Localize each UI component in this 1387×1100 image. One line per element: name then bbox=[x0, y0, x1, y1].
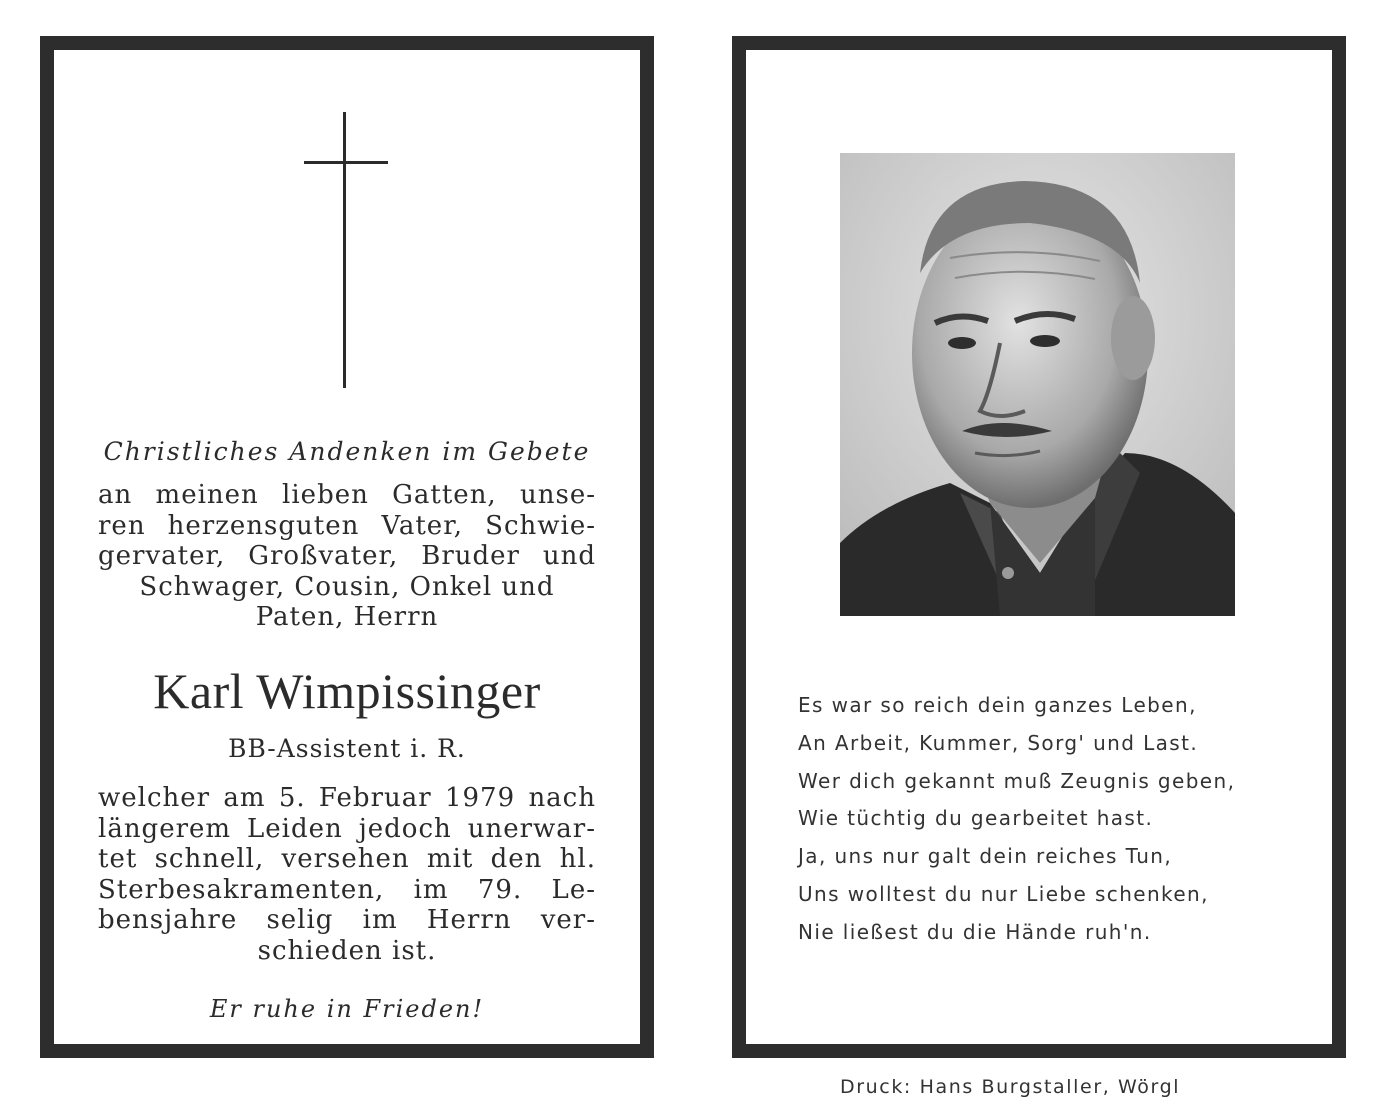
poem-line: Nie ließest du die Hände ruh'n. bbox=[798, 919, 1152, 944]
poem-line: Wer dich gekannt muß Zeugnis geben, bbox=[798, 768, 1236, 793]
memorial-poem bbox=[798, 687, 1298, 952]
card-heading: Christliches Andenken im Gebete bbox=[103, 437, 591, 466]
body-line: schieden ist. bbox=[257, 935, 437, 966]
poem-line: Uns wolltest du nur Liebe schenken, bbox=[798, 881, 1209, 906]
body-line: bensjahre selig im Herrn ver- bbox=[98, 905, 596, 935]
poem-line: An Arbeit, Kummer, Sorg' und Last. bbox=[798, 730, 1199, 755]
deceased-title: BB-Assistent i. R. bbox=[228, 734, 466, 763]
intro-line: ren herzensguten Vater, Schwie- bbox=[98, 510, 596, 541]
intro-line: gervater, Großvater, Bruder und bbox=[98, 541, 596, 571]
intro-line: Schwager, Cousin, Onkel und bbox=[139, 571, 555, 602]
deceased-name: Karl Wimpissinger bbox=[153, 663, 541, 719]
intro-line: an meinen lieben Gatten, unse- bbox=[98, 480, 596, 510]
closing-blessing: Er ruhe in Frieden! bbox=[209, 995, 485, 1023]
poem-line: Ja, uns nur galt dein reiches Tun, bbox=[798, 844, 1173, 869]
portrait-photo bbox=[840, 153, 1235, 616]
body-line: welcher am 5. Februar 1979 nach bbox=[98, 783, 596, 813]
cross-icon-bar bbox=[304, 161, 388, 164]
cross-icon bbox=[343, 112, 346, 388]
printer-credit: Druck: Hans Burgstaller, Wörgl bbox=[840, 1076, 1181, 1098]
poem-line: Es war so reich dein ganzes Leben, bbox=[798, 693, 1197, 717]
body-line: längerem Leiden jedoch unerwar- bbox=[98, 813, 596, 844]
death-notice-text bbox=[98, 783, 596, 966]
intro-text bbox=[98, 480, 596, 633]
body-line: Sterbesakramenten, im 79. Le- bbox=[98, 874, 596, 905]
memorial-card-back bbox=[732, 36, 1346, 1058]
intro-line: Paten, Herrn bbox=[255, 602, 439, 632]
poem-line: Wie tüchtig du gearbeitet hast. bbox=[798, 806, 1154, 831]
body-line: tet schnell, versehen mit den hl. bbox=[98, 844, 596, 874]
memorial-card-front bbox=[40, 36, 654, 1058]
